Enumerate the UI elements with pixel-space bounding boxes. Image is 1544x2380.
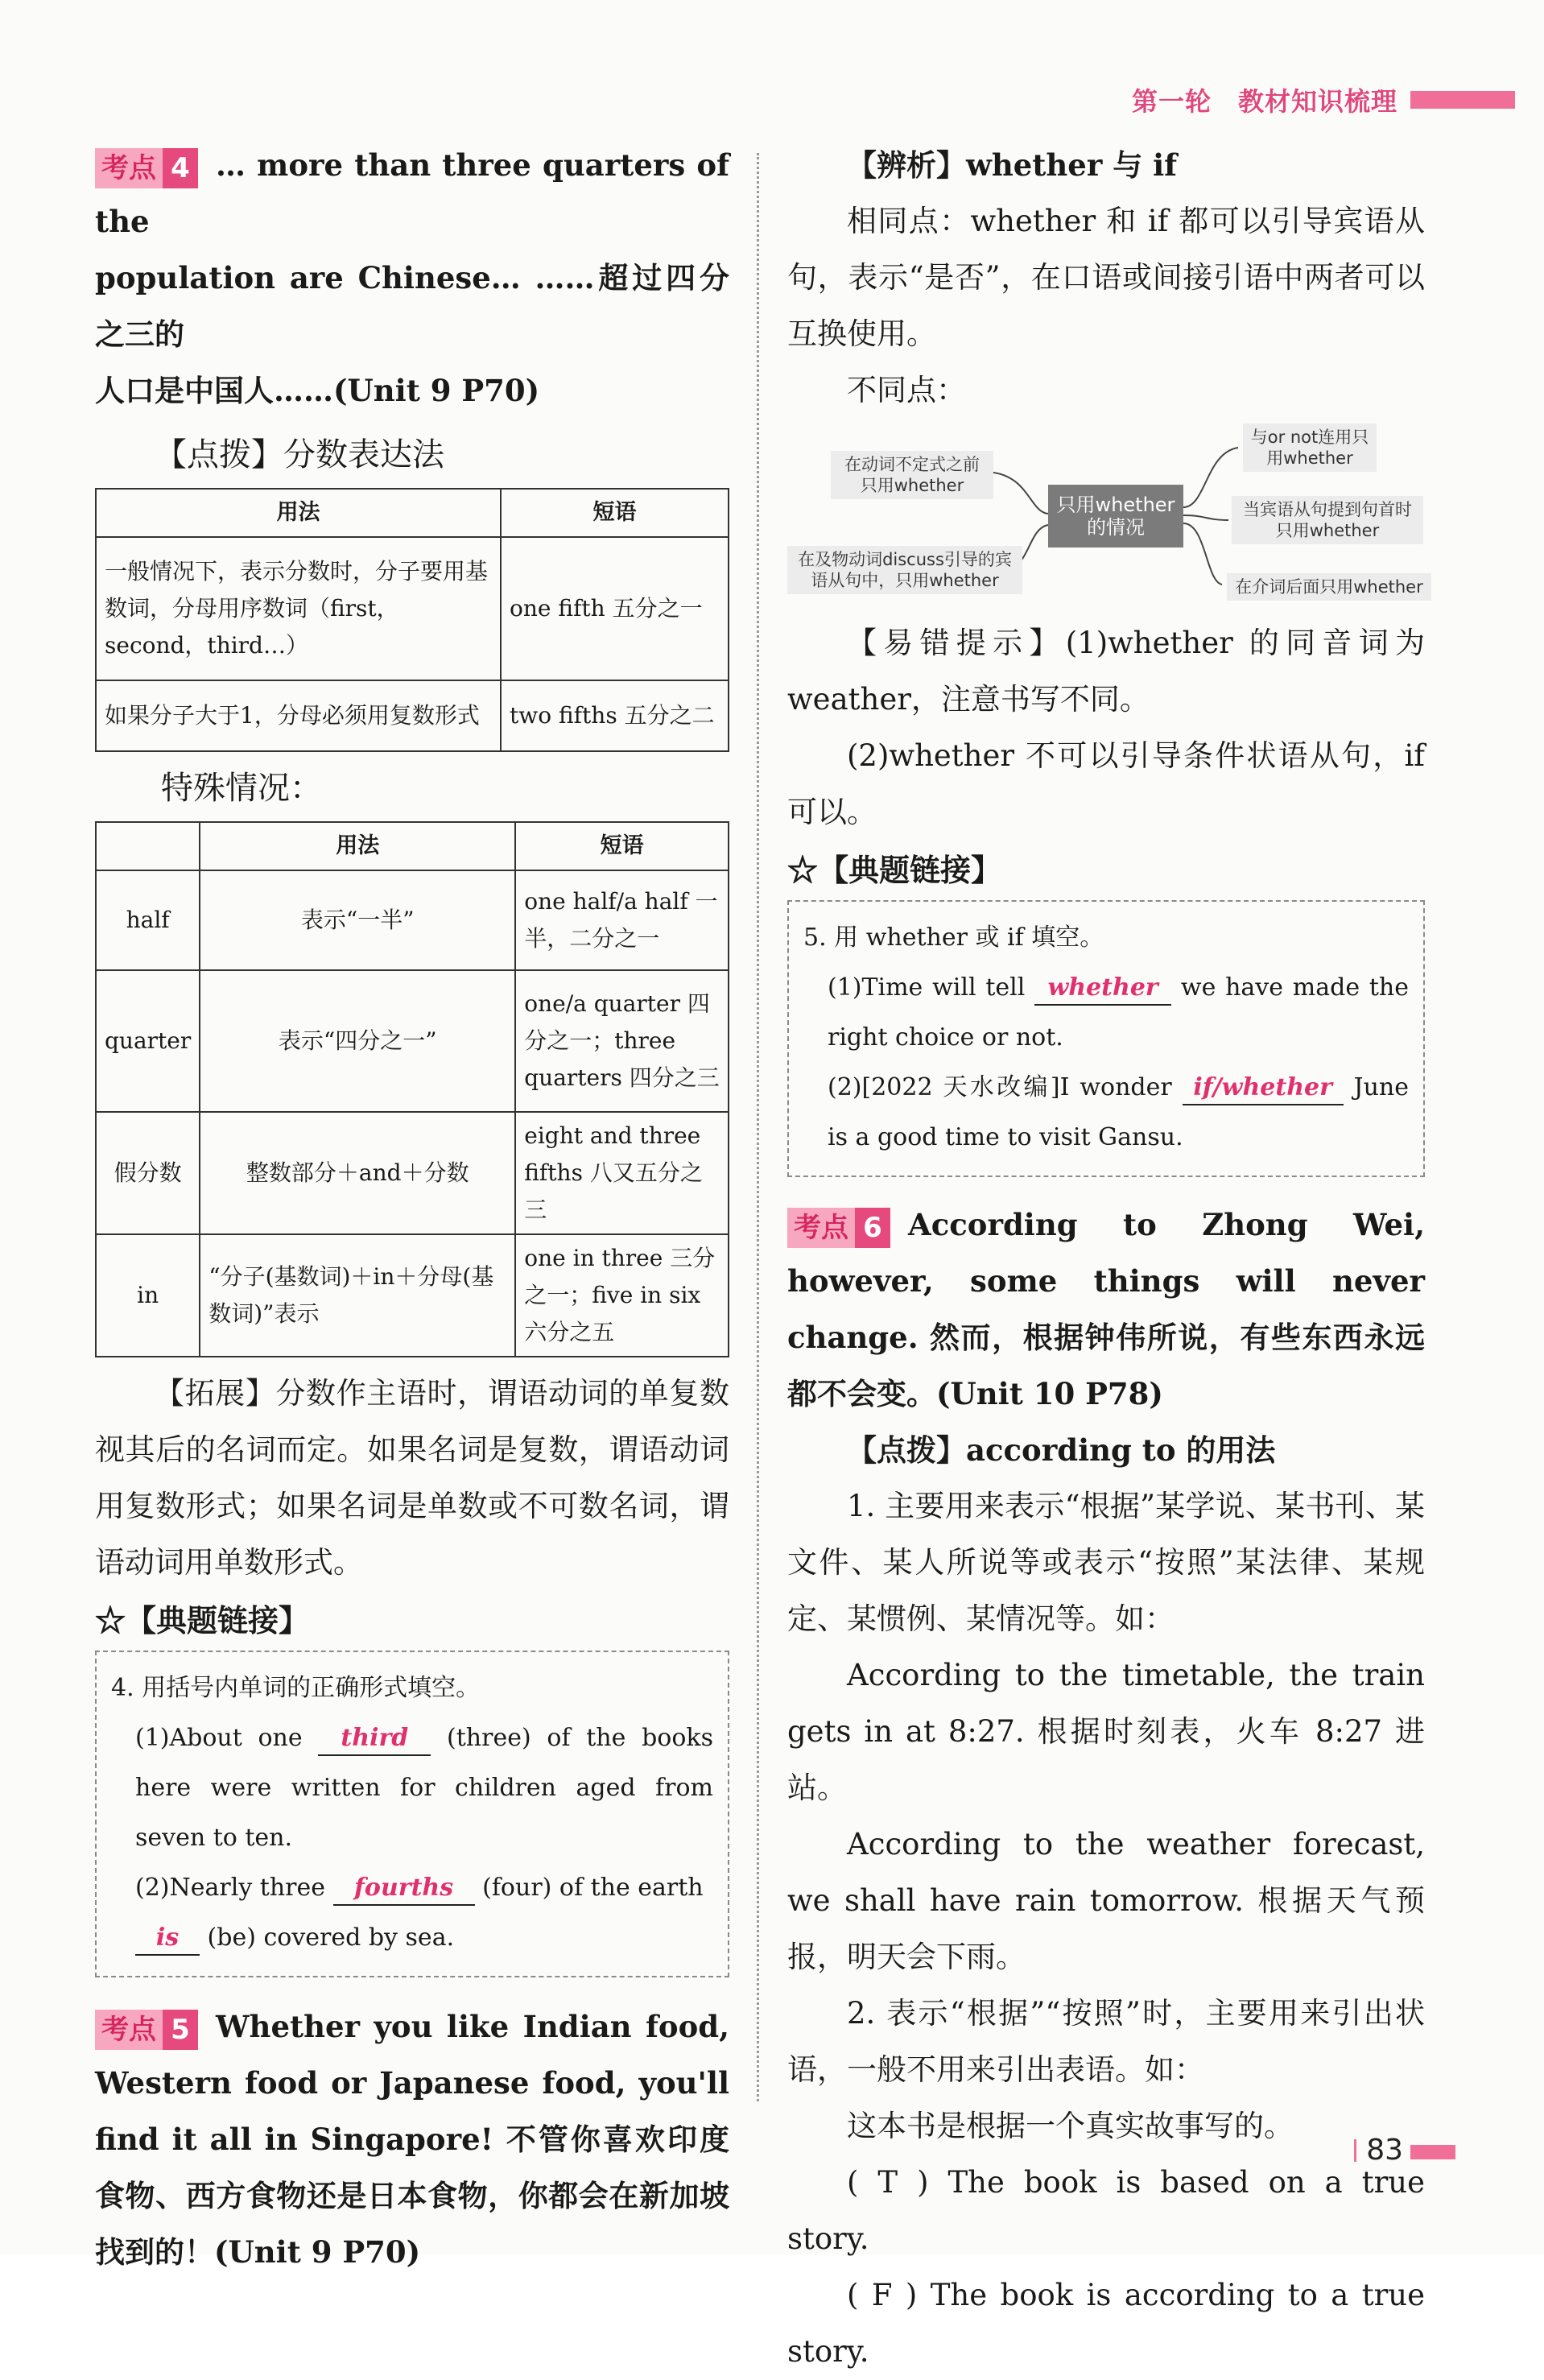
badge-number: 4 bbox=[163, 148, 198, 188]
answer-blank: fourths bbox=[333, 1872, 475, 1906]
badge-number: 5 bbox=[163, 2010, 198, 2050]
table2-cell: quarter bbox=[96, 970, 200, 1112]
q-text: (be) covered by sea. bbox=[207, 1923, 455, 1952]
q-text: (1)Time will tell bbox=[828, 973, 1026, 1002]
table2-cell: one half/a half 一半，二分之一 bbox=[515, 870, 729, 970]
page-number-text: 83 bbox=[1366, 2134, 1403, 2167]
whether-mindmap bbox=[787, 424, 1425, 609]
usage-1: 1. 主要用来表示“根据”某学说、某书刊、某文件、某人所说等或表示“按照”某法律、某规定、某惯例、某情况等。如： bbox=[787, 1489, 1425, 1636]
table2-cell: 表示“一半” bbox=[200, 870, 515, 970]
table2-header-phrase: 短语 bbox=[515, 822, 729, 870]
point-6 bbox=[787, 1196, 1425, 1422]
mindmap-node-right1: 与or not连用只用whether bbox=[1243, 424, 1377, 472]
example-3: 这本书是根据一个真实故事写的。 bbox=[847, 2109, 1294, 2143]
special-cases-label: 特殊情况： bbox=[161, 770, 322, 807]
link-heading: ☆【典题链接】 bbox=[95, 1602, 310, 1638]
footer-bar bbox=[1410, 2145, 1455, 2159]
table2-cell: one in three 三分之一；five in six 六分之五 bbox=[515, 1234, 729, 1357]
example-5: ( F ) The book is according to a true story. bbox=[787, 2278, 1425, 2369]
badge-number: 6 bbox=[855, 1208, 890, 1248]
point-4-line1: … more than three quarters of the bbox=[95, 147, 729, 239]
exercise-4-title: 4. 用括号内单词的正确形式填空。 bbox=[111, 1674, 481, 1702]
point-4-line3: 人口是中国人……(Unit 9 P70) bbox=[95, 373, 540, 408]
table2-cell: one/a quarter 四分之一；three quarters 四分之三 bbox=[515, 970, 729, 1112]
point-5-badge bbox=[95, 2010, 198, 2050]
table2-cell: “分子(基数词)＋in＋分母(基数词)”表示 bbox=[200, 1234, 515, 1357]
exercise-4-q1 bbox=[111, 1713, 713, 1863]
page-number bbox=[1354, 2134, 1403, 2167]
warning-2: (2)whether 不可以引导条件状语从句，if可以。 bbox=[787, 738, 1425, 829]
table1-cell: 如果分子大于1，分母必须用复数形式 bbox=[96, 680, 501, 751]
table2-header-usage: 用法 bbox=[200, 822, 515, 870]
answer-blank: is bbox=[135, 1922, 200, 1956]
example-4: ( T ) The book is based on a true story. bbox=[787, 2165, 1425, 2256]
table1-cell: one fifth 五分之一 bbox=[501, 537, 729, 680]
table1-header-usage: 用法 bbox=[96, 489, 501, 537]
column-divider bbox=[757, 153, 759, 2101]
badge-label: 考点 bbox=[787, 1208, 855, 1248]
example-1: According to the timetable, the train gets in at 8:27. 根据时刻表，火车 8:27 进站。 bbox=[787, 1658, 1425, 1805]
table2-cell: 整数部分＋and＋分数 bbox=[200, 1112, 515, 1234]
q-text: (four) of the earth bbox=[482, 1874, 704, 1902]
right-column bbox=[787, 137, 1425, 2380]
fraction-table bbox=[95, 488, 729, 752]
q-text: June is a good time to visit Gansu. bbox=[828, 1073, 1409, 1151]
point-5 bbox=[95, 1998, 729, 2280]
q-text: (2)Nearly three bbox=[135, 1874, 326, 1902]
diff-label: 不同点： bbox=[847, 373, 966, 407]
running-header bbox=[1132, 77, 1515, 122]
exercise-5-q1 bbox=[803, 963, 1409, 1063]
point-4-line2: population are Chinese… ……超过四分之三的 bbox=[95, 260, 729, 352]
analysis-heading: 【辨析】whether 与 if bbox=[847, 147, 1178, 183]
answer-blank: third bbox=[318, 1722, 431, 1756]
point-6-text: According to Zhong Wei, however, some things will never change. 然而，根据钟伟所说，有些东西永远都不会变。(Unit 10 P78) bbox=[787, 1207, 1425, 1411]
page-tick bbox=[1354, 2139, 1356, 2162]
answer-blank: if/whether bbox=[1183, 1072, 1344, 1105]
tip-heading: 【点拨】according to 的用法 bbox=[847, 1432, 1276, 1468]
link-heading: ☆【典题链接】 bbox=[787, 852, 1002, 888]
table2-cell: in bbox=[96, 1234, 200, 1357]
table1-header-phrase: 短语 bbox=[501, 489, 729, 537]
mindmap-node-left1: 在动词不定式之前只用whether bbox=[831, 451, 993, 499]
exercise-5-title: 5. 用 whether 或 if 填空。 bbox=[803, 923, 1104, 952]
exercise-4-q2 bbox=[111, 1863, 713, 1963]
table2-cell: 表示“四分之一” bbox=[200, 970, 515, 1112]
badge-label: 考点 bbox=[95, 2010, 163, 2050]
exercise-5-q2 bbox=[803, 1063, 1409, 1163]
badge-label: 考点 bbox=[95, 148, 163, 188]
exercise-5 bbox=[787, 900, 1425, 1177]
header-bar bbox=[1410, 91, 1515, 109]
warning-1: 【易错提示】(1)whether 的同音词为weather，注意书写不同。 bbox=[787, 626, 1425, 717]
tip-heading: 【点拨】分数表达法 bbox=[155, 436, 444, 473]
mindmap-node-right2: 当宾语从句提到句首时只用whether bbox=[1232, 496, 1423, 544]
usage-2: 2. 表示“根据”“按照”时，主要用来引出状语，一般不用来引出表语。如： bbox=[787, 1996, 1425, 2087]
table1-cell: 一般情况下，表示分数时，分子要用基数词，分母用序数词（first，second，third…） bbox=[96, 537, 501, 680]
example-2: According to the weather forecast, we shall have rain tomorrow. 根据天气预报，明天会下雨。 bbox=[787, 1827, 1425, 1974]
table2-cell: 假分数 bbox=[96, 1112, 200, 1234]
point-4 bbox=[95, 137, 729, 419]
expand-paragraph: 【拓展】分数作主语时，谓语动词的单复数视其后的名词而定。如果名词是复数，谓语动词用复数形式；如果名词是单数或不可数名词，谓语动词用单数形式。 bbox=[95, 1376, 729, 1580]
mindmap-center: 只用whether的情况 bbox=[1048, 485, 1183, 547]
left-column bbox=[95, 137, 729, 2280]
point-6-badge bbox=[787, 1208, 890, 1248]
mindmap-node-left2: 在及物动词discuss引导的宾语从句中，只用whether bbox=[787, 546, 1022, 594]
table2-cell: eight and three fifths 八又五分之三 bbox=[515, 1112, 729, 1234]
point-4-badge bbox=[95, 148, 198, 188]
table2-header-empty bbox=[96, 822, 200, 870]
q-text: we have made the right choice or not. bbox=[828, 973, 1409, 1052]
exercise-4 bbox=[95, 1651, 729, 1977]
point-5-text: Whether you like Indian food, Western food or Japanese food, you'll find it all in Singapore! 不管你喜欢印度食物、西方食物还是日本食物，你都会在新加坡找到的！(Unit 9 P70) bbox=[95, 2009, 729, 2270]
table1-cell: two fifths 五分之二 bbox=[501, 680, 729, 751]
header-title: 第一轮 教材知识梳理 bbox=[1131, 86, 1397, 117]
q-text: (1)About one bbox=[135, 1724, 303, 1752]
mindmap-node-right3: 在介词后面只用whether bbox=[1227, 573, 1431, 601]
table2-cell: half bbox=[96, 870, 200, 970]
answer-blank: whether bbox=[1034, 972, 1171, 1006]
same-points: 相同点：whether 和 if 都可以引导宾语从句，表示“是否”，在口语或间接引语中两者可以互换使用。 bbox=[787, 204, 1425, 351]
q-text: (2)[2022 天水改编]I wonder bbox=[828, 1073, 1172, 1101]
special-table bbox=[95, 821, 729, 1357]
q-text: (three) of the books here were written for children aged from seven to ten. bbox=[135, 1724, 713, 1852]
